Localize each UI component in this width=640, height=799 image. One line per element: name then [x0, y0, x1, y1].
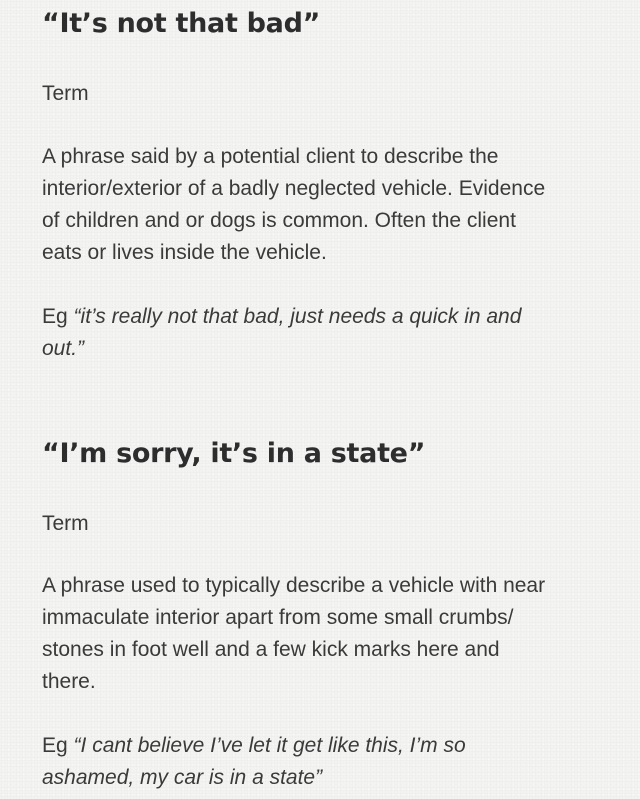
entry-2-example-quote: “I cant believe I’ve let it get like this, I’m so	[73, 734, 466, 757]
entry-1-definition-line: interior/exterior of a badly neglected vehicle. Evidence	[42, 177, 546, 200]
entry-1-definition-line: A phrase said by a potential client to describe the	[42, 145, 499, 168]
entry-2-definition-line: immaculate interior apart from some small crumbs/	[42, 606, 514, 629]
entry-2-example	[42, 730, 602, 794]
entry-2-heading: “I’m sorry, it’s in a state”	[42, 438, 426, 469]
entry-1-example-line	[42, 301, 602, 333]
entry-1-definition-line: eats or lives inside the vehicle.	[42, 241, 327, 264]
entry-1-type-label: Term	[42, 82, 89, 105]
entry-2-example-line: ashamed, my car is in a state”	[42, 766, 323, 789]
entry-1-example-quote: “it’s really not that bad, just needs a quick in and	[73, 305, 522, 328]
entry-1-example	[42, 301, 602, 365]
entry-2-definition-line: stones in foot well and a few kick marks here and	[42, 638, 500, 661]
entry-2-definition-line: A phrase used to typically describe a vehicle with near	[42, 574, 546, 597]
entry-2-example-line	[42, 730, 602, 762]
entry-1-heading: “It’s not that bad”	[42, 8, 321, 39]
entry-1-example-line: out.”	[42, 337, 85, 360]
entry-2-definition	[42, 570, 602, 698]
entry-1-definition-line: of children and or dogs is common. Often the client	[42, 209, 516, 232]
entry-1-example-prefix: Eg	[42, 305, 74, 328]
entry-1-definition	[42, 141, 602, 269]
entry-2-definition-line: there.	[42, 670, 96, 693]
entry-2-example-prefix: Eg	[42, 734, 74, 757]
entry-2-type-label: Term	[42, 512, 89, 535]
